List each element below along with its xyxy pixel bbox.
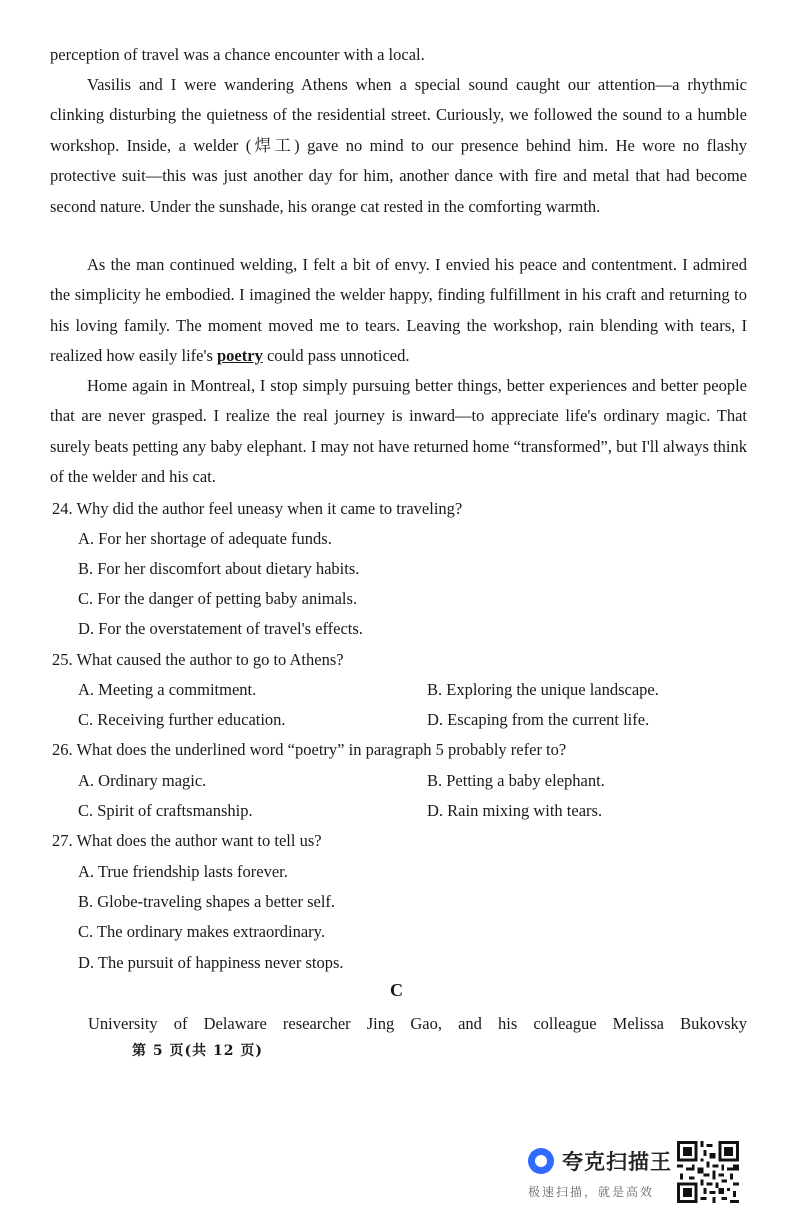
paragraph-3-text-a: As the man continued welding, I felt a bit of envy. I envied his peace and contentment. I admired the simplicity he embodied. I imagined the welder happy, finding fulfillment in his craft and returning to his loving family. The moment moved me to tears. Leaving the workshop, rain blending with tears, I realized how easily life's (50, 255, 747, 366)
question-26-option-a[interactable]: A. Ordinary magic. (78, 771, 207, 790)
scanner-logo-icon (528, 1148, 554, 1174)
paragraph-1: perception of travel was a chance encounter with a local. (50, 45, 425, 64)
page-number: 第 5 页(共 12 页) (132, 1043, 263, 1059)
section-c-heading: C (390, 980, 403, 1000)
question-27-option-b[interactable]: B. Globe-traveling shapes a better self. (78, 892, 336, 911)
question-24-option-d[interactable]: D. For the overstatement of travel's effects. (78, 619, 363, 638)
question-25-option-d[interactable]: D. Escaping from the current life. (427, 710, 650, 729)
scanner-slogan: 极速扫描，就是高效 (528, 1185, 655, 1199)
question-26-option-b[interactable]: B. Petting a baby elephant. (427, 771, 605, 790)
qr-code-icon (677, 1141, 739, 1203)
question-27-option-c[interactable]: C. The ordinary makes extraordinary. (78, 922, 325, 941)
paragraph-2: Vasilis and I were wandering Athens when a special sound caught our attention—a rhythmic clinking disturbing the quietness of the residential street. Curiously, we followed the sound to a humble workshop. Inside, a welder (焊工) gave no mind to our presence behind him. He wore no flashy protective suit—this was just another day for him, another dance with fire and metal that had become second nature. Under the sunshade, his orange cat rested in the comforting warmth. (50, 75, 747, 216)
question-24-option-b[interactable]: B. For her discomfort about dietary habits. (78, 559, 360, 578)
section-c-intro: University of Delaware researcher Jing Gao, and his colleague Melissa Bukovsky (88, 1014, 747, 1033)
underlined-word-poetry: poetry (217, 346, 263, 366)
question-25-option-a[interactable]: A. Meeting a commitment. (78, 680, 257, 699)
paragraph-3-text-b: could pass unnoticed. (262, 346, 410, 366)
question-24-stem: 24. Why did the author feel uneasy when it came to traveling? (52, 499, 463, 518)
question-26-option-d[interactable]: D. Rain mixing with tears. (427, 801, 603, 820)
question-26-stem: 26. What does the underlined word “poetry” in paragraph 5 probably refer to? (52, 740, 567, 759)
question-27-option-a[interactable]: A. True friendship lasts forever. (78, 862, 288, 881)
question-26-option-c[interactable]: C. Spirit of craftsmanship. (78, 801, 253, 820)
question-24-option-c[interactable]: C. For the danger of petting baby animals. (78, 589, 358, 608)
question-25-stem: 25. What caused the author to go to Athens? (52, 650, 344, 669)
question-25-option-c[interactable]: C. Receiving further education. (78, 710, 286, 729)
question-24-option-a[interactable]: A. For her shortage of adequate funds. (78, 529, 332, 548)
question-27-option-d[interactable]: D. The pursuit of happiness never stops. (78, 953, 344, 972)
question-25-option-b[interactable]: B. Exploring the unique landscape. (427, 680, 659, 699)
paragraph-3 (50, 250, 747, 372)
scanner-brand-name: 夸克扫描王 (562, 1150, 672, 1174)
paragraph-4: Home again in Montreal, I stop simply pursuing better things, better experiences and better people that are never grasped. I realize the real journey is inward—to appreciate life's ordinary magic. That surely beats petting any baby elephant. I may not have returned home “transformed”, but I'll always think of the welder and his cat. (50, 376, 747, 487)
question-27-stem: 27. What does the author want to tell us? (52, 831, 322, 850)
scanner-watermark (528, 1146, 672, 1176)
